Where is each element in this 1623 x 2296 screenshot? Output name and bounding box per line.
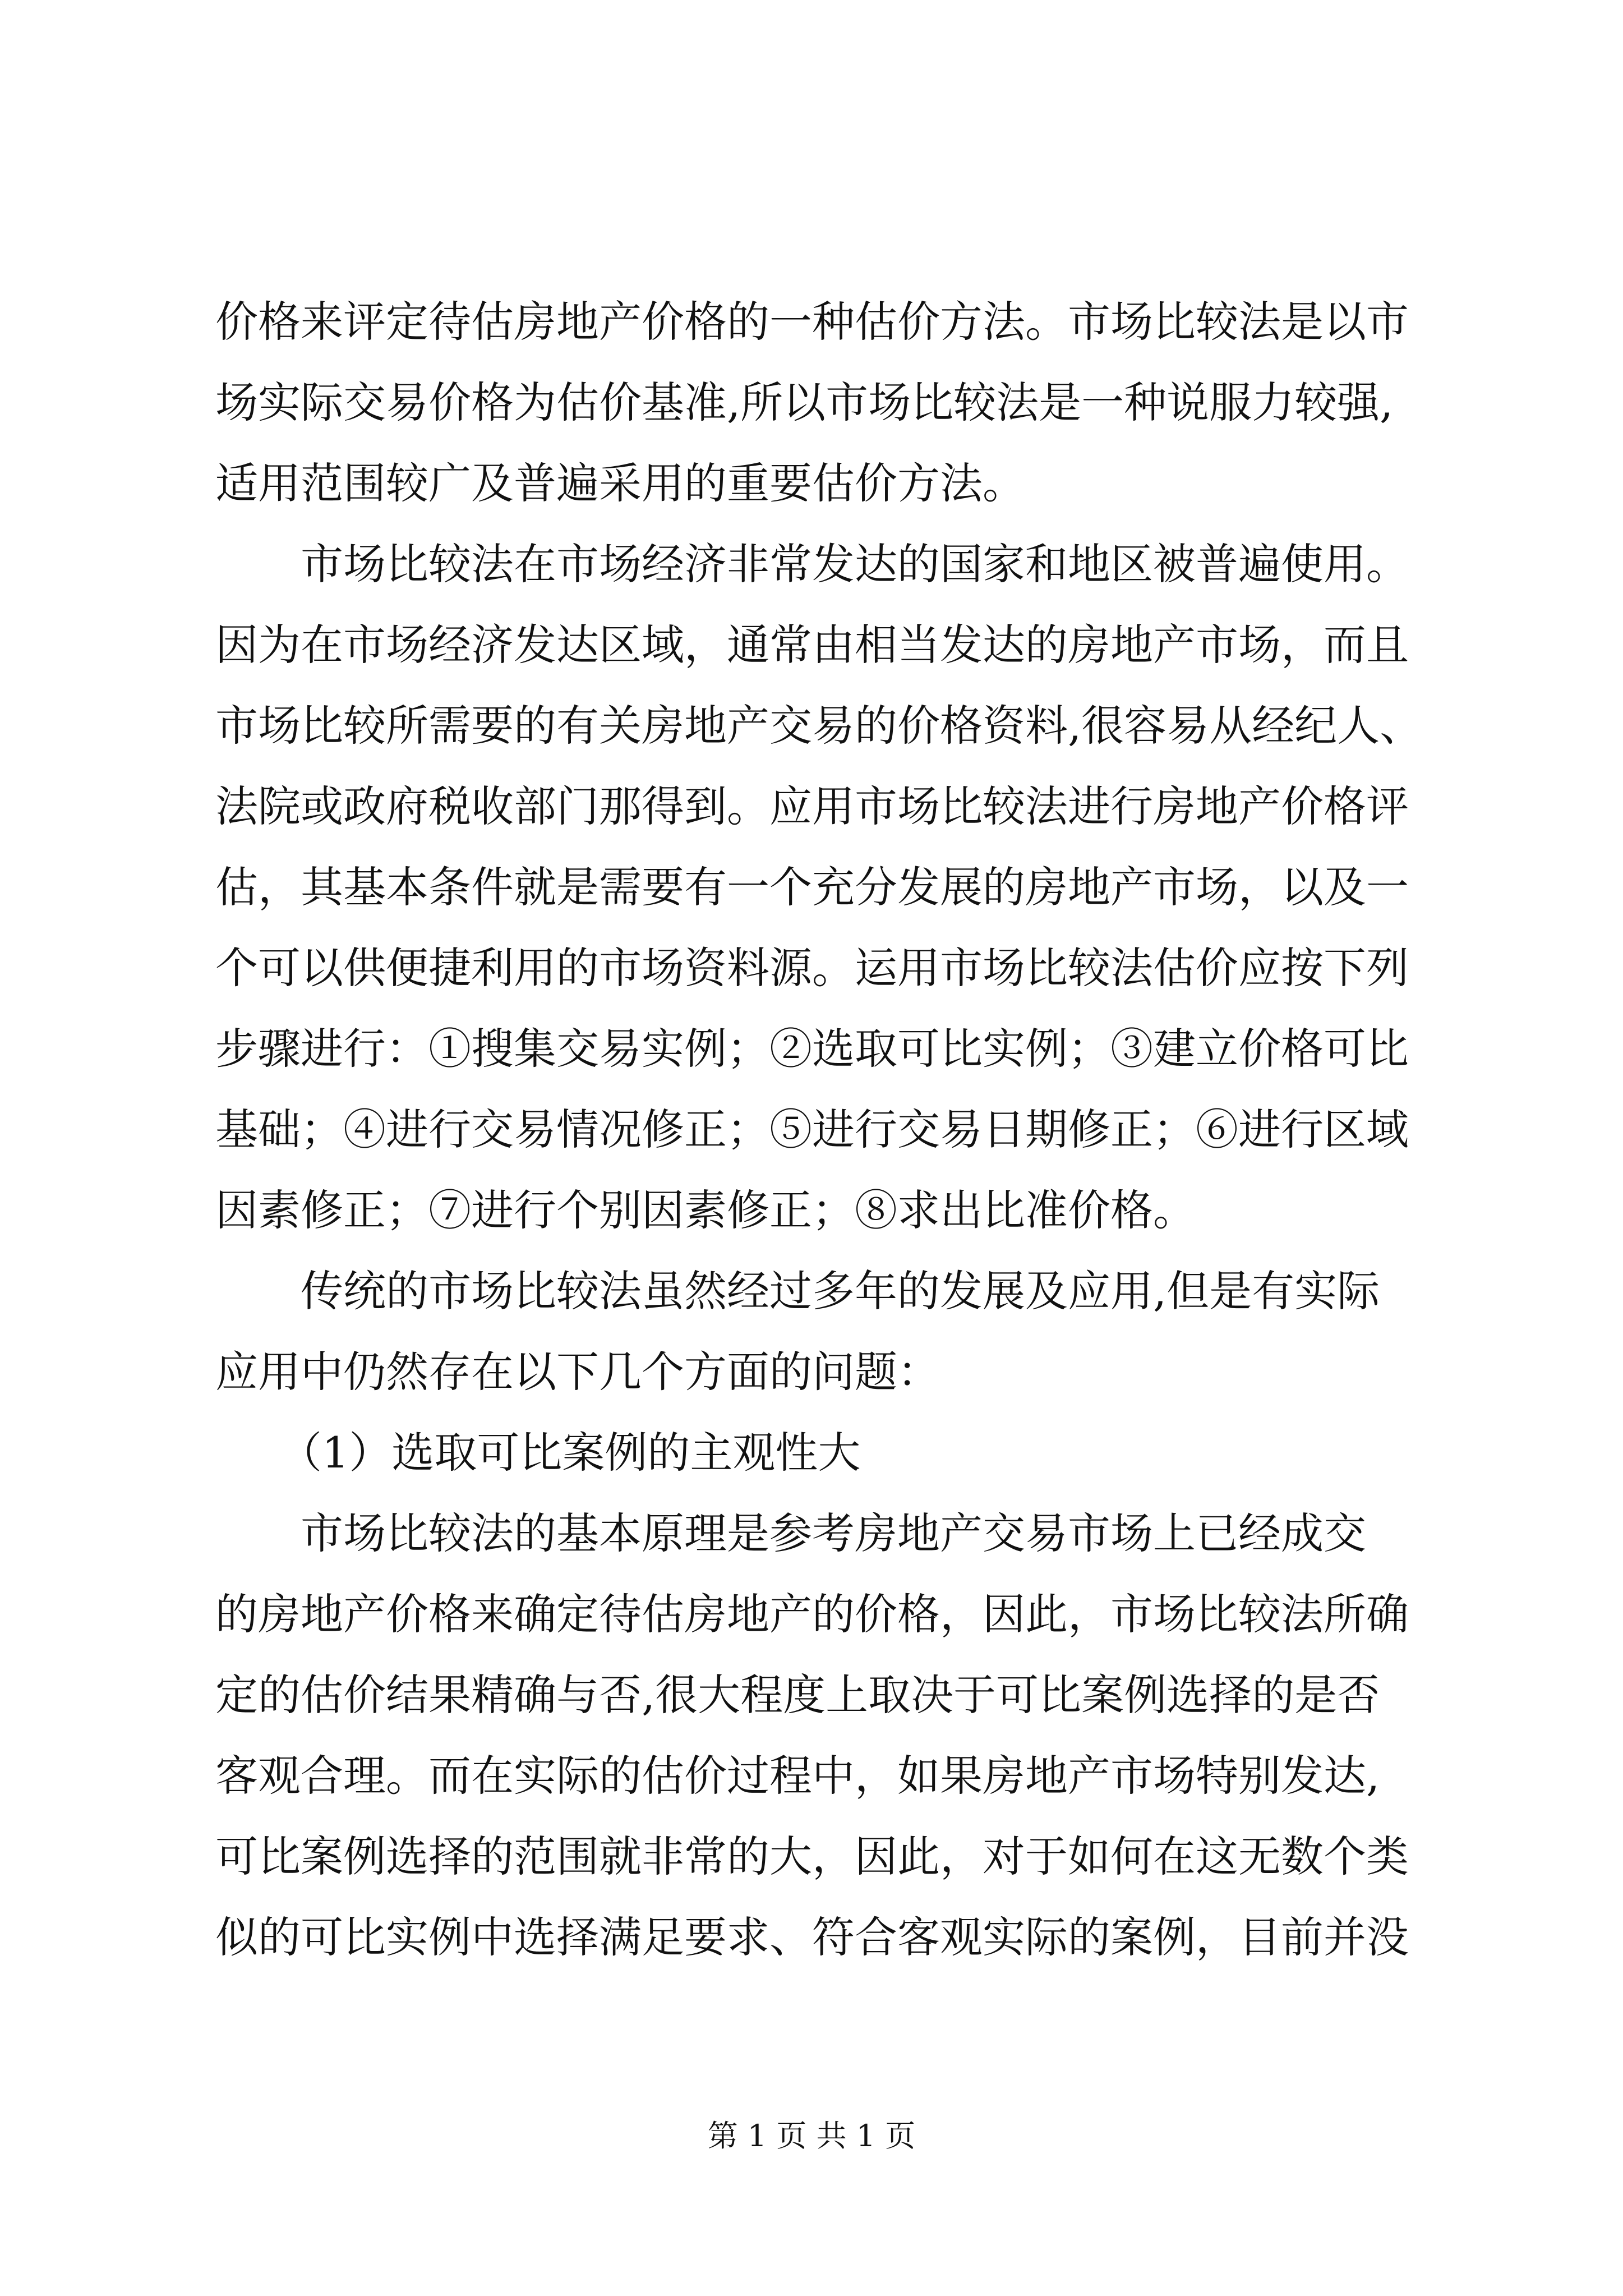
- text-line: 定的估价结果精确与否,很大程度上取决于可比案例选择的是否: [215, 1670, 1380, 1720]
- text-line: 市场比较所需要的有关房地产交易的价格资料,很容易从经纪人、: [215, 701, 1423, 751]
- text-line: 因为在市场经济发达区域，通常由相当发达的房地产市场，而且: [215, 620, 1409, 670]
- text-line: 基础；④进行交易情况修正；⑤进行交易日期修正；⑥进行区域: [215, 1105, 1409, 1154]
- text-line: 市场比较法在市场经济非常发达的国家和地区被普遍使用。: [215, 539, 1409, 589]
- text-line: 市场比较法的基本原理是参考房地产交易市场上已经成交: [215, 1508, 1366, 1558]
- text-line: 场实际交易价格为估价基准,所以市场比较法是一种说服力较强,: [215, 378, 1394, 427]
- text-line: 客观合理。而在实际的估价过程中，如果房地产市场特别发达,: [215, 1751, 1380, 1801]
- text-line: 法院或政府税收部门那得到。应用市场比较法进行房地产价格评: [215, 781, 1409, 831]
- text-line: 价格来评定待估房地产价格的一种估价方法。市场比较法是以市: [215, 297, 1409, 347]
- section-heading: （1）选取可比案例的主观性大: [215, 1428, 861, 1478]
- text-line: 步骤进行：①搜集交易实例；②选取可比实例；③建立价格可比: [215, 1024, 1409, 1074]
- text-line: 可比案例选择的范围就非常的大，因此，对于如何在这无数个类: [215, 1832, 1409, 1881]
- text-line: 传统的市场比较法虽然经过多年的发展及应用,但是有实际: [215, 1266, 1380, 1316]
- text-line: 因素修正；⑦进行个别因素修正；⑧求出比准价格。: [215, 1185, 1196, 1235]
- text-line: 适用范围较广及普遍采用的重要估价方法。: [215, 458, 1025, 508]
- text-line: 的房地产价格来确定待估房地产的价格，因此，市场比较法所确: [215, 1589, 1409, 1639]
- text-line: 估，其基本条件就是需要有一个充分发展的房地产市场，以及一: [215, 862, 1409, 912]
- text-line: 似的可比实例中选择满足要求、符合客观实际的案例，目前并没: [215, 1912, 1409, 1962]
- text-line: 个可以供便捷利用的市场资料源。运用市场比较法估价应按下列: [215, 943, 1409, 993]
- page-number-footer: 第 1 页 共 1 页: [707, 2118, 916, 2154]
- text-line: 应用中仍然存在以下几个方面的问题：: [215, 1347, 940, 1397]
